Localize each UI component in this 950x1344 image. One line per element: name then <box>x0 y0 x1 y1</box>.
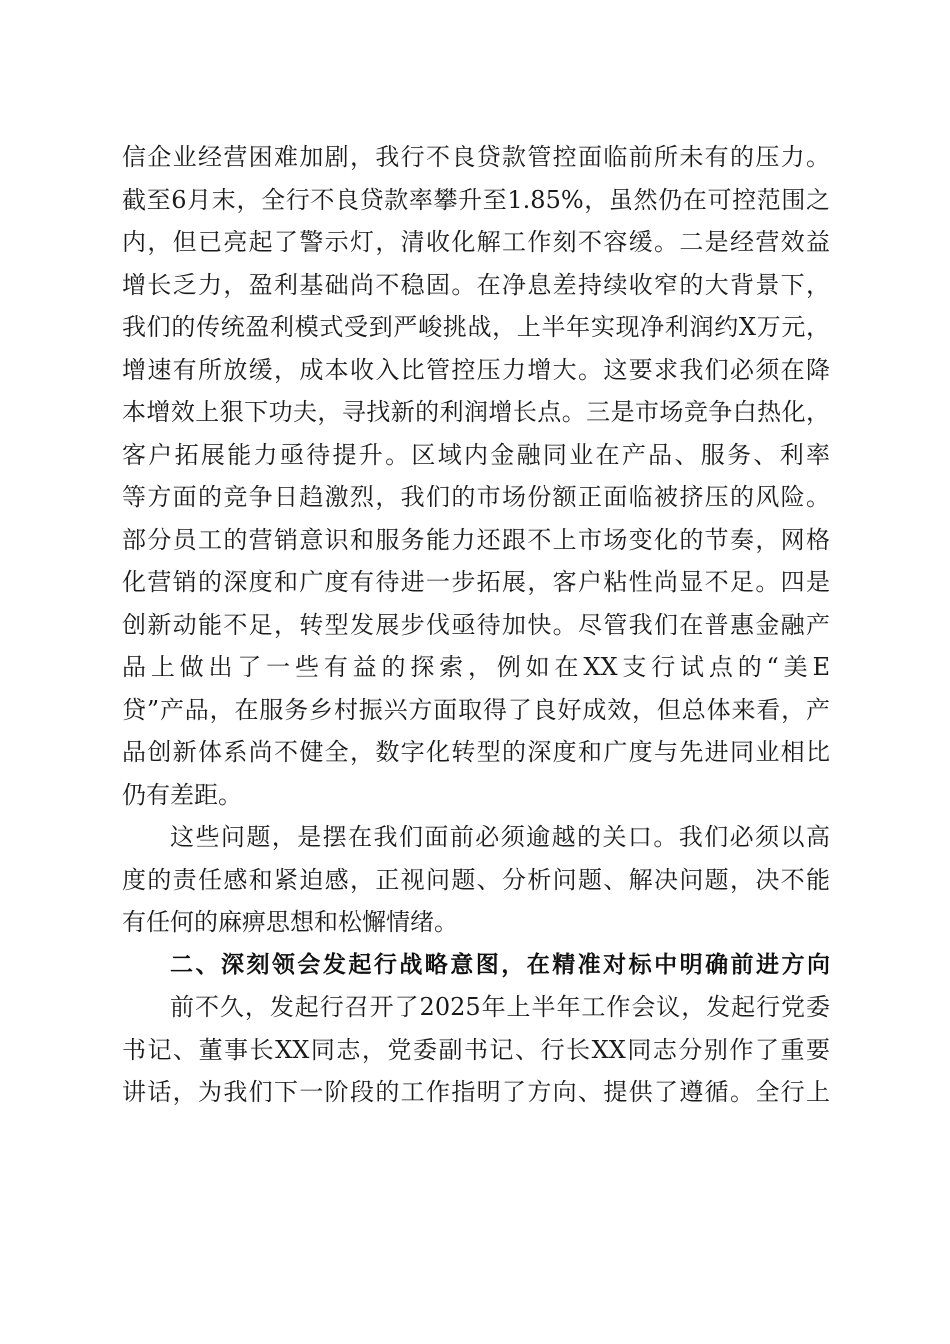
text-line: 仍有差距。 <box>122 781 242 809</box>
text-line: 品上做出了一些有益的探索，例如在XX支行试点的“美E <box>122 653 830 681</box>
section-heading: 二、深刻领会发起行战略意图，在精准对标中明确前进方向 <box>170 952 830 978</box>
text-line: 客户拓展能力亟待提升。区域内金融同业在产品、服务、利率 <box>122 441 830 469</box>
text-line: 等方面的竞争日趋激烈，我们的市场份额正面临被挤压的风险。 <box>122 483 830 511</box>
text-line: 贷”产品，在服务乡村振兴方面取得了良好成效，但总体来看，产 <box>122 696 830 724</box>
text-line: 化营销的深度和广度有待进一步拓展，客户粘性尚显不足。四是 <box>122 568 830 596</box>
text-line: 讲话，为我们下一阶段的工作指明了方向、提供了遵循。全行上 <box>122 1078 830 1106</box>
text-line: 书记、董事长XX同志，党委副书记、行长XX同志分别作了重要 <box>122 1036 830 1064</box>
text-line: 前不久，发起行召开了2025年上半年工作会议，发起行党委 <box>170 993 830 1021</box>
text-line: 创新动能不足，转型发展步伐亟待加快。尽管我们在普惠金融产 <box>122 611 830 639</box>
text-line: 增速有所放缓，成本收入比管控压力增大。这要求我们必须在降 <box>122 356 830 384</box>
text-line: 增长乏力，盈利基础尚不稳固。在净息差持续收窄的大背景下， <box>122 271 830 299</box>
text-line: 本增效上狠下功夫，寻找新的利润增长点。三是市场竞争白热化， <box>122 398 830 426</box>
text-line: 这些问题，是摆在我们面前必须逾越的关口。我们必须以高 <box>170 823 830 851</box>
text-line: 品创新体系尚不健全，数字化转型的深度和广度与先进同业相比 <box>122 738 830 766</box>
text-line: 有任何的麻痹思想和松懈情绪。 <box>122 908 458 936</box>
text-line: 度的责任感和紧迫感，正视问题、分析问题、解决问题，决不能 <box>122 866 830 894</box>
text-line: 内，但已亮起了警示灯，清收化解工作刻不容缓。二是经营效益 <box>122 228 830 256</box>
text-line: 部分员工的营销意识和服务能力还跟不上市场变化的节奏，网格 <box>122 526 830 554</box>
text-line: 截至6月末，全行不良贷款率攀升至1.85%，虽然仍在可控范围之 <box>122 186 830 214</box>
text-line: 我们的传统盈利模式受到严峻挑战，上半年实现净利润约X万元， <box>122 313 830 341</box>
text-line: 信企业经营困难加剧，我行不良贷款管控面临前所未有的压力。 <box>122 143 830 171</box>
